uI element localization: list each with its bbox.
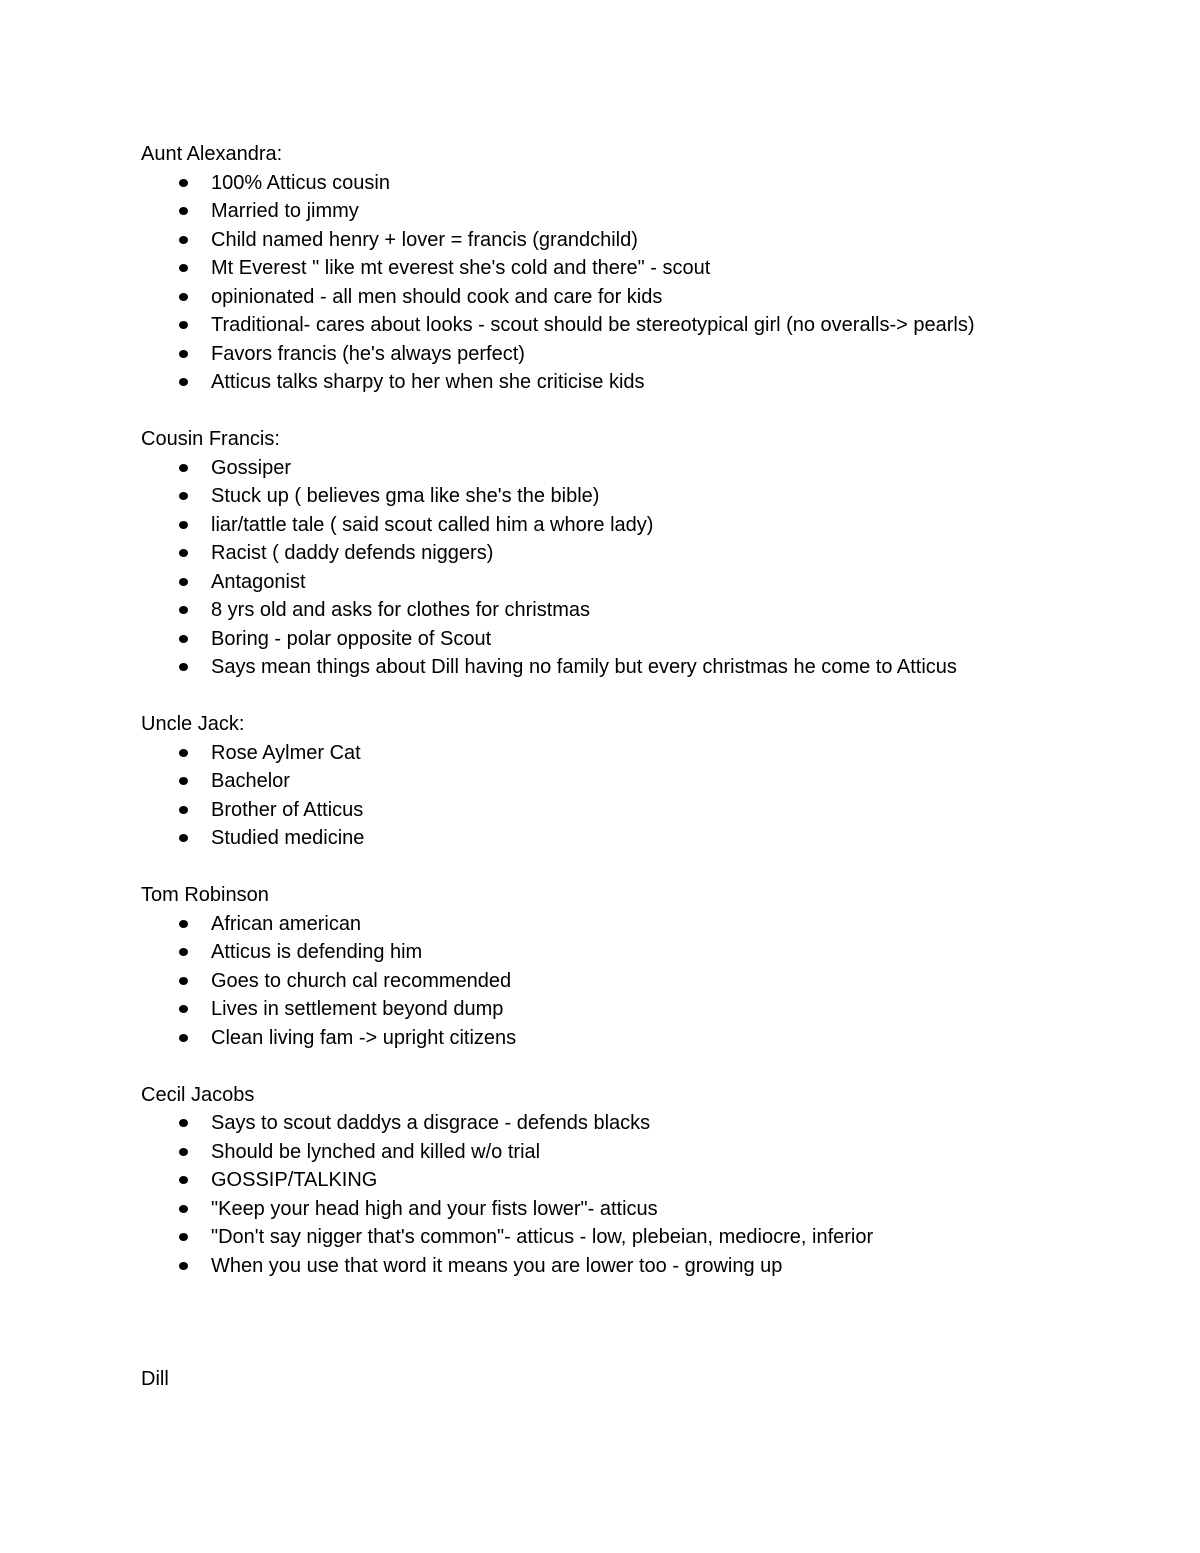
list-item bbox=[141, 568, 1141, 597]
section-dill bbox=[141, 1365, 1141, 1394]
list-item bbox=[141, 1252, 1141, 1281]
list-item-text: When you use that word it means you are lower too - growing up bbox=[211, 1254, 783, 1277]
list-item-text: Gossiper bbox=[211, 456, 292, 479]
list-item-text: 100% Atticus cousin bbox=[211, 171, 390, 194]
list-item bbox=[141, 739, 1141, 768]
list-item bbox=[141, 539, 1141, 568]
paragraph-spacer bbox=[141, 853, 1141, 882]
list-item-text: Married to jimmy bbox=[211, 200, 359, 222]
bullet-dot-icon bbox=[179, 948, 188, 956]
list-item bbox=[141, 197, 1141, 226]
bullet-dot-icon bbox=[179, 777, 188, 785]
section-cecil-jacobs bbox=[141, 1081, 1141, 1281]
list-item-text: "Keep your head high and your fists lower"- atticus bbox=[211, 1197, 658, 1220]
list-item-text: Rose Aylmer Cat bbox=[211, 741, 361, 764]
section-heading: Cousin Francis: bbox=[141, 428, 280, 450]
list-item-text: Brother of Atticus bbox=[211, 798, 364, 821]
section-uncle-jack bbox=[141, 710, 1141, 853]
paragraph-spacer bbox=[141, 1052, 1141, 1081]
list-item bbox=[141, 311, 1141, 340]
bullet-dot-icon bbox=[179, 1262, 188, 1270]
bullet-dot-icon bbox=[179, 464, 188, 472]
list-item-text: Atticus talks sharpy to her when she criticise kids bbox=[211, 371, 645, 393]
bullet-dot-icon bbox=[179, 1148, 188, 1156]
section-heading: Uncle Jack: bbox=[141, 713, 245, 735]
list-item bbox=[141, 1024, 1141, 1053]
list-item-text: Antagonist bbox=[211, 570, 306, 593]
list-item-text: Boring - polar opposite of Scout bbox=[211, 627, 492, 650]
bullet-dot-icon bbox=[179, 1205, 188, 1213]
section-heading: Dill bbox=[141, 1368, 169, 1390]
list-item bbox=[141, 283, 1141, 312]
list-item bbox=[141, 938, 1141, 967]
list-item-text: Atticus is defending him bbox=[211, 941, 423, 963]
bullet-dot-icon bbox=[179, 920, 188, 928]
section-heading: Cecil Jacobs bbox=[141, 1083, 255, 1106]
list-item-text: Mt Everest " like mt everest she's cold and there" - scout bbox=[211, 257, 711, 279]
list-item-text: Child named henry + lover = francis (grandchild) bbox=[211, 228, 638, 251]
bullet-dot-icon bbox=[179, 207, 188, 215]
paragraph-spacer bbox=[141, 1280, 1141, 1365]
bullet-dot-icon bbox=[179, 663, 188, 671]
bullet-list bbox=[141, 910, 1141, 1053]
list-item bbox=[141, 454, 1141, 483]
bullet-dot-icon bbox=[179, 1005, 188, 1013]
bullet-dot-icon bbox=[179, 806, 188, 814]
list-item-text: Stuck up ( believes gma like she's the bible) bbox=[211, 485, 600, 507]
list-item bbox=[141, 796, 1141, 825]
bullet-dot-icon bbox=[179, 1034, 188, 1042]
bullet-dot-icon bbox=[179, 236, 188, 244]
list-item bbox=[141, 169, 1141, 198]
list-item-text: "Don't say nigger that's common"- atticus - low, plebeian, mediocre, inferior bbox=[211, 1226, 874, 1248]
bullet-dot-icon bbox=[179, 578, 188, 586]
bullet-dot-icon bbox=[179, 635, 188, 643]
bullet-list bbox=[141, 454, 1141, 682]
list-item bbox=[141, 1223, 1141, 1252]
list-item bbox=[141, 1166, 1141, 1195]
bullet-dot-icon bbox=[179, 521, 188, 529]
bullet-dot-icon bbox=[179, 378, 188, 386]
bullet-list bbox=[141, 169, 1141, 397]
list-item bbox=[141, 767, 1141, 796]
bullet-dot-icon bbox=[179, 1176, 188, 1184]
bullet-dot-icon bbox=[179, 321, 188, 329]
section-aunt-alexandra bbox=[141, 140, 1141, 397]
list-item-text: liar/tattle tale ( said scout called him a whore lady) bbox=[211, 513, 654, 536]
bullet-dot-icon bbox=[179, 834, 188, 842]
list-item bbox=[141, 226, 1141, 255]
paragraph-spacer bbox=[141, 397, 1141, 426]
bullet-list bbox=[141, 739, 1141, 853]
list-item-text: 8 yrs old and asks for clothes for christmas bbox=[211, 599, 591, 621]
list-item bbox=[141, 995, 1141, 1024]
bullet-dot-icon bbox=[179, 1119, 188, 1127]
section-tom-robinson bbox=[141, 881, 1141, 1052]
list-item-text: Racist ( daddy defends niggers) bbox=[211, 542, 494, 564]
bullet-dot-icon bbox=[179, 179, 188, 187]
bullet-dot-icon bbox=[179, 749, 188, 757]
bullet-dot-icon bbox=[179, 606, 188, 614]
list-item bbox=[141, 1138, 1141, 1167]
list-item-text: GOSSIP/TALKING bbox=[211, 1169, 378, 1191]
list-item bbox=[141, 340, 1141, 369]
list-item bbox=[141, 910, 1141, 939]
bullet-dot-icon bbox=[179, 977, 188, 985]
bullet-dot-icon bbox=[179, 293, 188, 301]
paragraph-spacer bbox=[141, 682, 1141, 711]
list-item bbox=[141, 824, 1141, 853]
section-heading: Aunt Alexandra: bbox=[141, 143, 283, 165]
list-item-text: African american bbox=[211, 912, 362, 935]
list-item-text: Bachelor bbox=[211, 770, 290, 792]
list-item bbox=[141, 625, 1141, 654]
list-item-text: Traditional- cares about looks - scout should be stereotypical girl (no overalls-> pearls) bbox=[211, 314, 975, 336]
list-item-text: Clean living fam -> upright citizens bbox=[211, 1026, 517, 1049]
list-item bbox=[141, 482, 1141, 511]
document-content bbox=[141, 140, 1141, 1394]
list-item bbox=[141, 967, 1141, 996]
list-item-text: Says mean things about Dill having no family but every christmas he come to Atticus bbox=[211, 656, 957, 678]
list-item-text: opinionated - all men should cook and care for kids bbox=[211, 285, 663, 308]
list-item-text: Lives in settlement beyond dump bbox=[211, 998, 504, 1020]
bullet-list bbox=[141, 1109, 1141, 1280]
bullet-dot-icon bbox=[179, 350, 188, 358]
list-item-text: Should be lynched and killed w/o trial bbox=[211, 1140, 541, 1163]
bullet-dot-icon bbox=[179, 549, 188, 557]
list-item bbox=[141, 596, 1141, 625]
list-item bbox=[141, 1195, 1141, 1224]
bullet-dot-icon bbox=[179, 492, 188, 500]
list-item bbox=[141, 511, 1141, 540]
list-item-text: Studied medicine bbox=[211, 827, 365, 849]
list-item bbox=[141, 1109, 1141, 1138]
list-item bbox=[141, 653, 1141, 682]
bullet-dot-icon bbox=[179, 1233, 188, 1241]
section-heading: Tom Robinson bbox=[141, 884, 269, 906]
list-item bbox=[141, 368, 1141, 397]
list-item bbox=[141, 254, 1141, 283]
list-item-text: Says to scout daddys a disgrace - defends blacks bbox=[211, 1112, 651, 1134]
list-item-text: Goes to church cal recommended bbox=[211, 969, 512, 992]
list-item-text: Favors francis (he's always perfect) bbox=[211, 342, 525, 365]
bullet-dot-icon bbox=[179, 264, 188, 272]
section-cousin-francis bbox=[141, 425, 1141, 682]
